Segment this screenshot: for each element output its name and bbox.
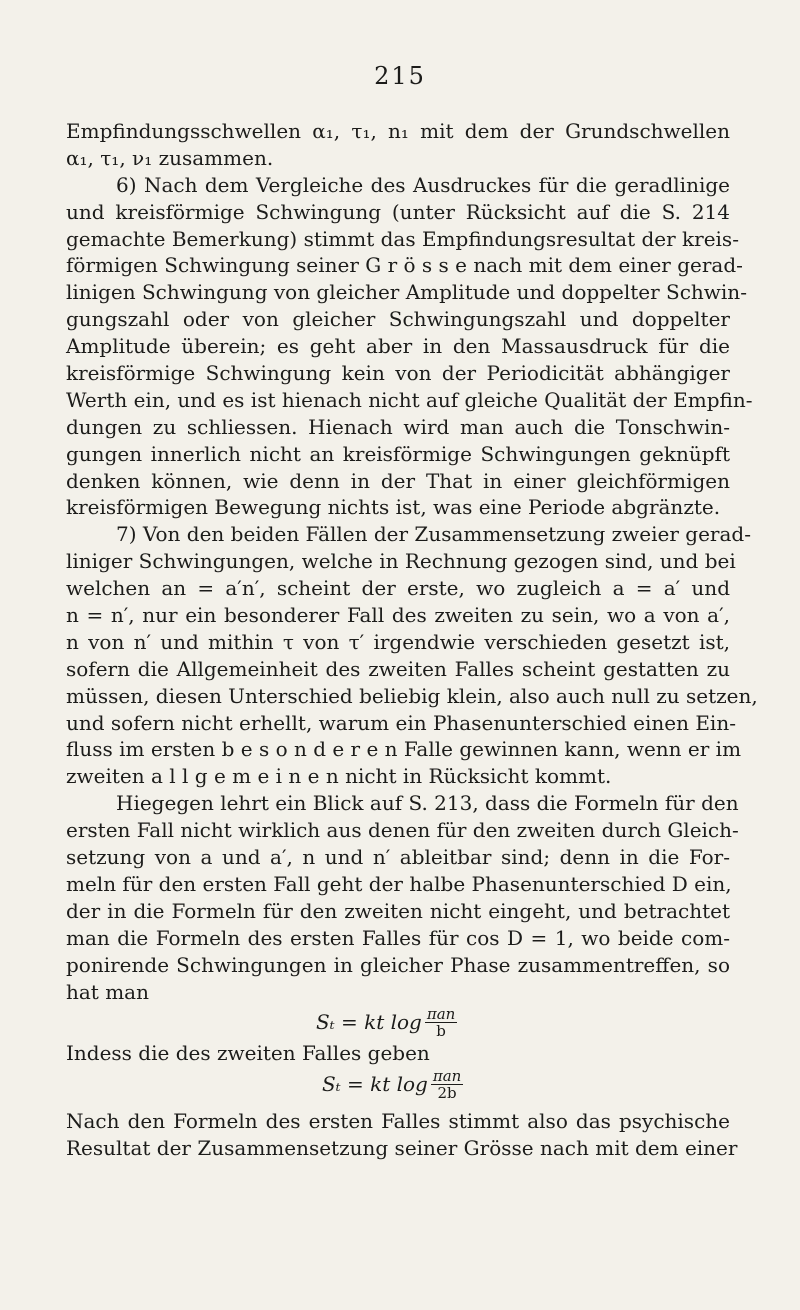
text-line: man die Formeln des ersten Falles für cos D = 1, wo beide com- — [66, 925, 730, 950]
text-line: der in die Formeln für den zweiten nicht eingeht, und betrachtet — [66, 898, 730, 923]
text-line: Nach den Formeln des ersten Falles stimmt also das psychische — [66, 1109, 730, 1134]
text-line: hat man — [66, 979, 149, 1004]
text-line: Empfindungsschwellen α₁, τ₁, n₁ mit dem der Grundschwellen — [66, 119, 730, 143]
text-line: Resultat der Zusammensetzung seiner Grösse nach mit dem einer — [66, 1136, 738, 1161]
formula-first-case — [66, 1005, 730, 1040]
text-line: kreisförmige Schwingung kein von der Periodicität abhängiger — [66, 361, 730, 386]
text-line: meln für den ersten Fall geht der halbe Phasenunterschied D ein, — [66, 871, 732, 896]
fraction-numerator: πan — [432, 1066, 462, 1085]
text-line: und kreisförmige Schwingung (unter Rücksicht auf die S. 214 — [66, 199, 730, 224]
formula-second-case — [66, 1067, 730, 1102]
text-line: gemachte Bemerkung) stimmt das Empfindungsresultat der kreis- — [66, 226, 739, 251]
text-line: α₁, τ₁, ν₁ zusammen. — [66, 145, 274, 170]
text-line: kreisförmigen Bewegung nichts ist, was eine Periode abgränzte. — [66, 495, 721, 520]
formula-lhs: Sₜ = kt log — [322, 1072, 428, 1097]
text-line: müssen, diesen Unterschied beliebig klein, also auch null zu setzen, — [66, 683, 758, 708]
text-line: n = n′, nur ein besonderer Fall des zweiten zu sein, wo a von a′, — [66, 603, 730, 628]
text-line: dungen zu schliessen. Hienach wird man auch die Tonschwin- — [66, 414, 730, 439]
text-line: n von n′ und mithin τ von τ′ irgendwie verschieden gesetzt ist, — [66, 629, 730, 654]
fraction-denominator: b — [436, 1021, 446, 1040]
text-line: Amplitude überein; es geht aber in den Massausdruck für die — [66, 334, 730, 359]
page-number: 215 — [374, 62, 426, 90]
text-line: sofern die Allgemeinheit des zweiten Falles scheint gestatten zu — [66, 656, 730, 681]
text-line-indess: Indess die des zweiten Falles geben — [66, 1041, 430, 1066]
text-line: zweiten a l l g e m e i n e n nicht in Rücksicht kommt. — [66, 764, 612, 789]
text-line: Hiegegen lehrt ein Blick auf S. 213, dass die Formeln für den — [116, 791, 739, 816]
text-line: gungszahl oder von gleicher Schwingungszahl und doppelter — [66, 307, 730, 332]
text-line: förmigen Schwingung seiner G r ö s s e nach mit dem einer gerad- — [66, 253, 743, 278]
fraction-numerator: πan — [426, 1004, 456, 1023]
text-line: liniger Schwingungen, welche in Rechnung gezogen sind, und bei — [66, 549, 736, 574]
text-line: Werth ein, und es ist hienach nicht auf gleiche Qualität der Empfin- — [66, 387, 753, 412]
text-line: setzung von a und a′, n und n′ ableitbar sind; denn in die For- — [66, 845, 730, 870]
text-line: ersten Fall nicht wirklich aus denen für den zweiten durch Gleich- — [66, 818, 739, 843]
paragraph-lines-bottom — [66, 1108, 738, 1162]
text-line: 6) Nach dem Vergleiche des Ausdruckes für die geradlinige — [116, 172, 730, 197]
fraction — [431, 1066, 463, 1102]
text-line: und sofern nicht erhellt, warum ein Phasenunterschied einen Ein- — [66, 710, 736, 735]
text-block — [66, 118, 758, 1162]
fraction — [425, 1004, 457, 1040]
text-line: linigen Schwingung von gleicher Amplitude und doppelter Schwin- — [66, 280, 747, 305]
text-line: welchen an = a′n′, scheint der erste, wo zugleich a = a′ und — [66, 576, 730, 601]
text-line: denken können, wie denn in der That in einer gleichförmigen — [66, 468, 730, 493]
text-line: 7) Von den beiden Fällen der Zusammensetzung zweier gerad- — [116, 522, 751, 547]
text-line: gungen innerlich nicht an kreisförmige Schwingungen geknüpft — [66, 441, 730, 466]
text-line: ponirende Schwingungen in gleicher Phase zusammentreffen, so — [66, 952, 730, 977]
text-line: fluss im ersten b e s o n d e r e n Falle gewinnen kann, wenn er im — [66, 737, 742, 762]
paragraph-lines-top — [66, 118, 758, 1005]
fraction-denominator: 2b — [437, 1083, 457, 1102]
formula-lhs: Sₜ = kt log — [316, 1010, 422, 1035]
